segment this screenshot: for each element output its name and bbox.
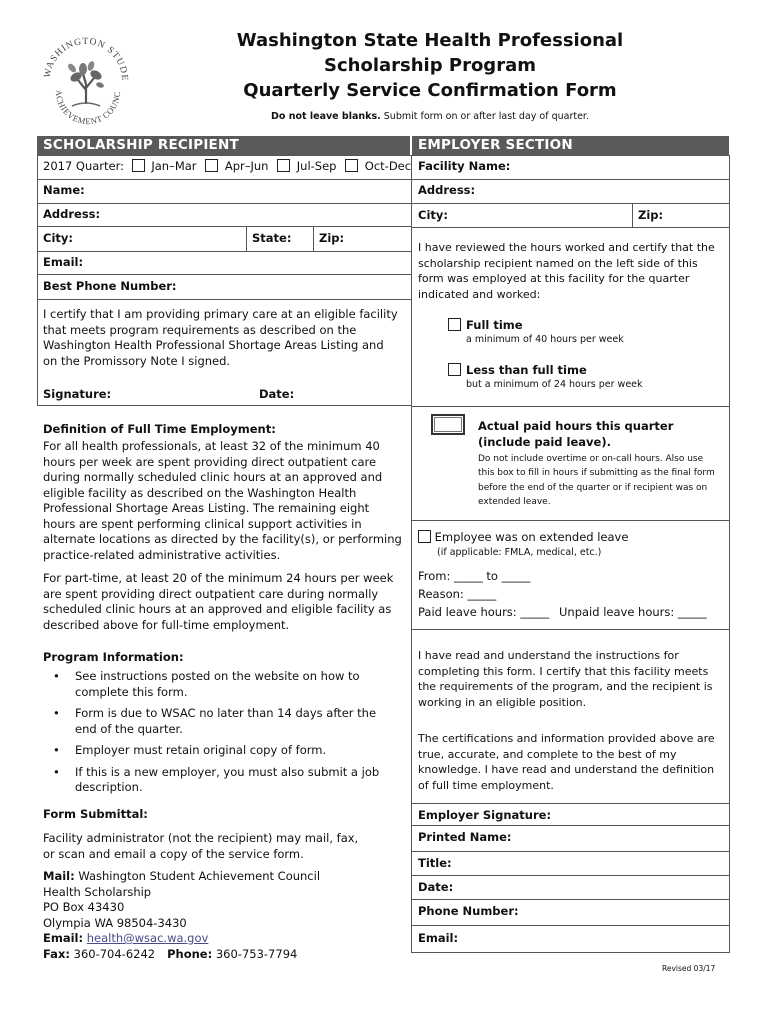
address-line-1: Health Scholarship [43,884,152,899]
recipient-email-field[interactable]: Email: [43,255,84,269]
svg-text:WASHINGTON STUDENT: WASHINGTON STUDE [42,36,130,82]
employer-title-field[interactable]: Title: [418,856,452,870]
recipient-certify-text: I certify that I am providing primary care at an eligible facility that meets program requirements as described on the Washington Health Professional Shortage Areas Listing and on the Promissory Note I signed. [43,307,398,368]
quarter-q3-label: Jul-Sep [296,159,337,173]
recipient-section-heading: SCHOLARSHIP RECIPIENT [37,136,410,155]
wsac-logo [36,28,136,128]
extended-leave-sub: (if applicable: FMLA, medical, etc.) [437,547,602,558]
lessthan-option [448,363,587,379]
phone-number: 360-753-7794 [212,946,298,961]
definition-para-2: For part-time, at least 20 of the minimum 24 hours per week are spent providing direct outpatient care during normally scheduled clinic hours at an approved and eligible facility as described above for full-time employment. [43,571,394,632]
unpaid-leave-field[interactable]: Unpaid leave hours: _____ [559,605,707,619]
submittal-address [43,869,383,962]
list-item: • See instructions posted on the website on how to complete this form. [43,669,383,700]
email-link[interactable]: health@wsac.wa.gov [86,931,209,945]
tree-seal-icon [36,28,136,128]
list-item: • Form is due to WSAC no later than 14 days after the end of the quarter. [43,706,383,737]
fax-number: 360-704-6242 [69,946,156,961]
header-note-bold: Do not leave blanks. [271,111,381,122]
lessthan-label: Less than full time [466,363,587,377]
quarter-q4-checkbox[interactable] [345,159,358,172]
title-line-3: Quarterly Service Confirmation Form [243,80,617,101]
employer-review-text: I have reviewed the hours worked and certify that the scholarship recipient named on the left side of this form was employed at this facility for the quarter indicated and worked: [418,241,715,301]
address-line-2: PO Box 43430 [43,900,125,914]
header-note-rest: Submit form on or after last day of quarter. [380,111,589,122]
employer-email-field[interactable]: Email: [418,931,459,945]
email-label: Email: [43,931,84,945]
fulltime-checkbox[interactable] [448,318,461,331]
address-line-3: Olympia WA 98504-3430 [43,915,187,930]
quarter-label: 2017 Quarter: [43,159,125,173]
title-line-1: Washington State Health Professional [236,30,624,51]
employer-address-field[interactable]: Address: [418,183,476,197]
title-line-2: Scholarship Program [324,55,536,76]
extended-leave-checkbox[interactable] [418,530,431,543]
leave-reason-field[interactable]: Reason: _____ [418,587,497,601]
leave-from-to-field[interactable]: From: _____ to _____ [418,569,531,583]
actual-hours-heading-2: (include paid leave). [478,434,611,449]
employer-section-heading: EMPLOYER SECTION [412,136,729,155]
printed-name-field[interactable]: Printed Name: [418,830,512,844]
quarter-q1-label: Jan–Mar [151,159,197,173]
quarter-row [43,159,411,175]
actual-hours-note: Do not include overtime or on-call hours. Also use this box to fill in hours if submitting as the final form before the end of the quarter or if recipient was on extended leave. [478,454,715,507]
submittal-heading: Form Submittal: [43,807,148,821]
mail-label: Mail: [43,869,75,883]
list-item: • Employer must retain original copy of form. [43,743,383,759]
fulltime-option [448,318,523,334]
quarter-q2-label: Apr–Jun [224,159,269,173]
employer-cert-text: The certifications and information provided above are true, accurate, and complete to the best of my knowledge. I have read and understand the definition of full time employment. [418,732,715,792]
form-header [215,28,645,122]
employer-zip-field[interactable]: Zip: [638,208,664,222]
extended-leave-label: Employee was on extended leave [434,530,629,544]
quarter-q1-checkbox[interactable] [132,159,145,172]
lessthan-sub: but a minimum of 24 hours per week [466,379,643,390]
actual-hours-heading-1: Actual paid hours this quarter [478,419,674,433]
facility-name-field[interactable]: Facility Name: [418,159,511,173]
extended-leave-option [418,530,628,546]
recipient-zip-field[interactable]: Zip: [319,231,345,245]
svg-text:ACHIEVEMENT COUNCIL: ACHIEVEMENT COUNC [53,89,123,127]
recipient-phone-field[interactable]: Best Phone Number: [43,279,177,293]
definition-para-1: For all health professionals, at least 32 of the minimum 40 hours per week are spent providing direct outpatient care during normally scheduled clinic hours at an approved and eligible facility as described on the Washington Health Professional Shortage Areas Listing. The remaining eight hours are spent performing clinical support activities in alternate locations as directed by the facility(s), or performing practice-related administrative activities. [43,439,402,562]
employer-signature-field[interactable]: Employer Signature: [418,808,552,822]
program-info-list [43,669,383,802]
header-note [215,111,645,122]
recipient-state-field[interactable]: State: [252,231,292,245]
quarter-q4-label: Oct-Dec [364,159,412,173]
fulltime-sub: a minimum of 40 hours per week [466,334,624,345]
employer-phone-field[interactable]: Phone Number: [418,904,519,918]
phone-label: Phone: [167,946,213,961]
paid-leave-field[interactable]: Paid leave hours: _____ [418,605,550,619]
recipient-date-field[interactable]: Date: [259,387,295,401]
list-item: • If this is a new employer, you must also submit a job description. [43,765,383,796]
recipient-address-field[interactable]: Address: [43,207,101,221]
fax-label: Fax: [43,946,70,961]
mail-org: Washington Student Achievement Council [74,869,321,883]
lessthan-checkbox[interactable] [448,363,461,376]
submittal-text: Facility administrator (not the recipient) may mail, fax, or scan and email a copy of the service form. [43,831,359,861]
employer-city-field[interactable]: City: [418,208,448,222]
fulltime-label: Full time [466,318,523,332]
recipient-city-field[interactable]: City: [43,231,73,245]
recipient-signature-field[interactable]: Signature: [43,387,112,401]
definition-heading: Definition of Full Time Employment: [43,422,276,436]
employer-date-field[interactable]: Date: [418,880,454,894]
employer-read-text: I have read and understand the instructions for completing this form. I certify that this facility meets the requirements of the program, and the recipient is working in an eligible position. [418,649,713,709]
revised-date: Revised 03/17 [662,964,716,973]
program-info-heading: Program Information: [43,650,184,664]
actual-hours-input[interactable] [431,414,465,435]
actual-hours-heading [478,419,673,450]
recipient-name-field[interactable]: Name: [43,183,85,197]
quarter-q2-checkbox[interactable] [205,159,218,172]
quarter-q3-checkbox[interactable] [277,159,290,172]
